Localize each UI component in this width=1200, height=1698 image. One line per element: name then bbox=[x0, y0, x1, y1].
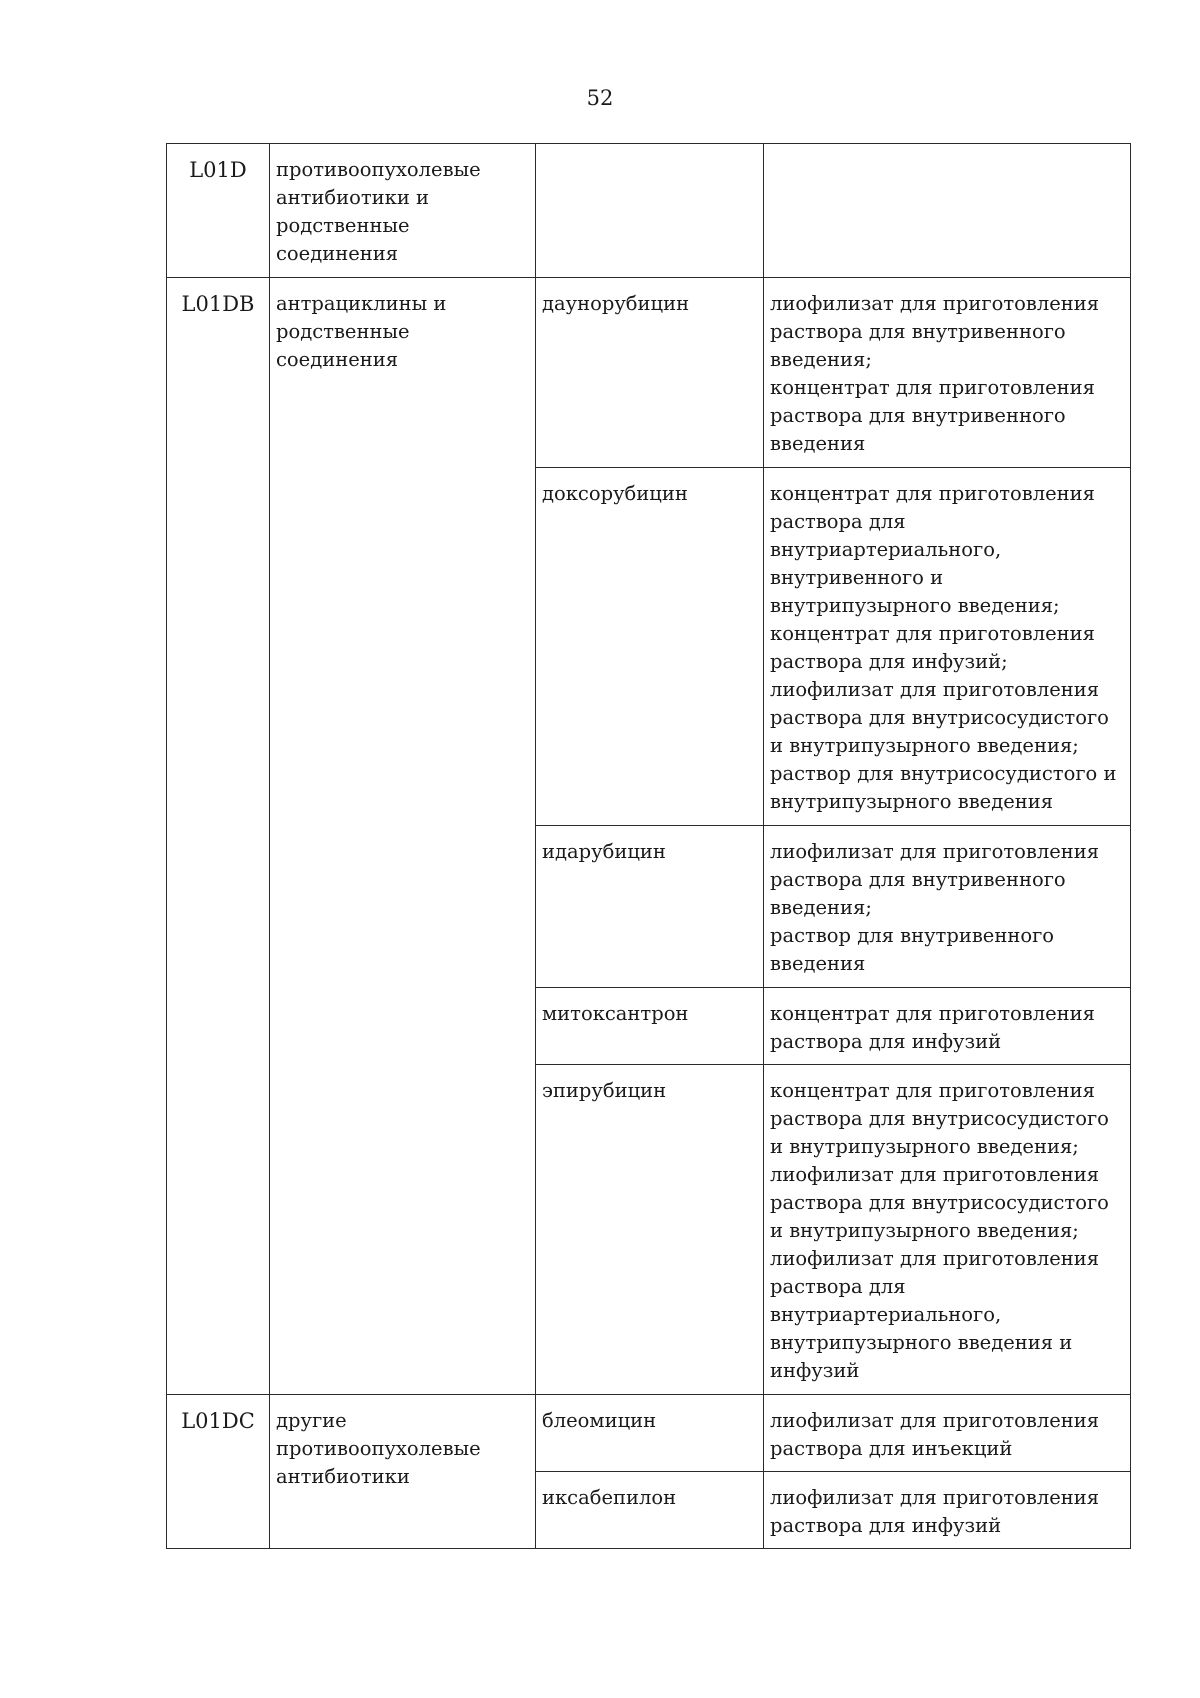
dosage-form: концентрат для приготовления раствора для внутрисосудистого и внутрипузырного введения; bbox=[770, 1079, 1109, 1158]
dosage-forms bbox=[764, 1065, 1131, 1395]
atc-code: L01DC bbox=[167, 1395, 270, 1549]
table-row bbox=[167, 1395, 1131, 1472]
drug-name bbox=[536, 144, 764, 278]
dosage-form: концентрат для приготовления раствора для внутривенного введения bbox=[770, 376, 1095, 455]
dosage-forms bbox=[764, 1395, 1131, 1472]
drug-name: эпирубицин bbox=[536, 1065, 764, 1395]
dosage-form: концентрат для приготовления раствора для внутриартериального, внутривенного и внутрипузырного введения; bbox=[770, 482, 1095, 617]
dosage-form: раствор для внутривенного введения bbox=[770, 924, 1055, 975]
page-number: 52 bbox=[586, 86, 614, 110]
dosage-forms bbox=[764, 144, 1131, 278]
table-row bbox=[167, 278, 1131, 468]
dosage-form: раствор для внутрисосудистого и внутрипузырного введения bbox=[770, 762, 1117, 813]
table-row bbox=[167, 144, 1131, 278]
dosage-form: лиофилизат для приготовления раствора для внутриартериального, внутрипузырного введения и инфузий bbox=[770, 1247, 1100, 1382]
dosage-form: лиофилизат для приготовления раствора для внутривенного введения; bbox=[770, 292, 1100, 371]
dosage-form: концентрат для приготовления раствора для инфузий; bbox=[770, 622, 1095, 673]
dosage-forms bbox=[764, 826, 1131, 988]
dosage-forms bbox=[764, 278, 1131, 468]
dosage-form: лиофилизат для приготовления раствора для внутривенного введения; bbox=[770, 840, 1100, 919]
dosage-form: лиофилизат для приготовления раствора для инъекций bbox=[770, 1409, 1100, 1460]
drug-name: идарубицин bbox=[536, 826, 764, 988]
atc-code: L01DB bbox=[167, 278, 270, 1395]
dosage-form: лиофилизат для приготовления раствора для внутрисосудистого и внутрипузырного введения; bbox=[770, 1163, 1109, 1242]
drug-name: митоксантрон bbox=[536, 988, 764, 1065]
dosage-form: лиофилизат для приготовления раствора для инфузий bbox=[770, 1486, 1100, 1537]
atc-code: L01D bbox=[167, 144, 270, 278]
group-name: противоопухолевые антибиотики и родственные соединения bbox=[270, 144, 536, 278]
dosage-forms bbox=[764, 468, 1131, 826]
drug-table bbox=[166, 143, 1131, 1549]
dosage-forms bbox=[764, 1472, 1131, 1549]
drug-name: доксорубицин bbox=[536, 468, 764, 826]
dosage-forms bbox=[764, 988, 1131, 1065]
drug-name: блеомицин bbox=[536, 1395, 764, 1472]
dosage-form: лиофилизат для приготовления раствора для внутрисосудистого и внутрипузырного введения; bbox=[770, 678, 1109, 757]
dosage-form: концентрат для приготовления раствора для инфузий bbox=[770, 1002, 1095, 1053]
group-name: другие противоопухолевые антибиотики bbox=[270, 1395, 536, 1549]
drug-name: даунорубицин bbox=[536, 278, 764, 468]
group-name: антрациклины и родственные соединения bbox=[270, 278, 536, 1395]
drug-name: иксабепилон bbox=[536, 1472, 764, 1549]
